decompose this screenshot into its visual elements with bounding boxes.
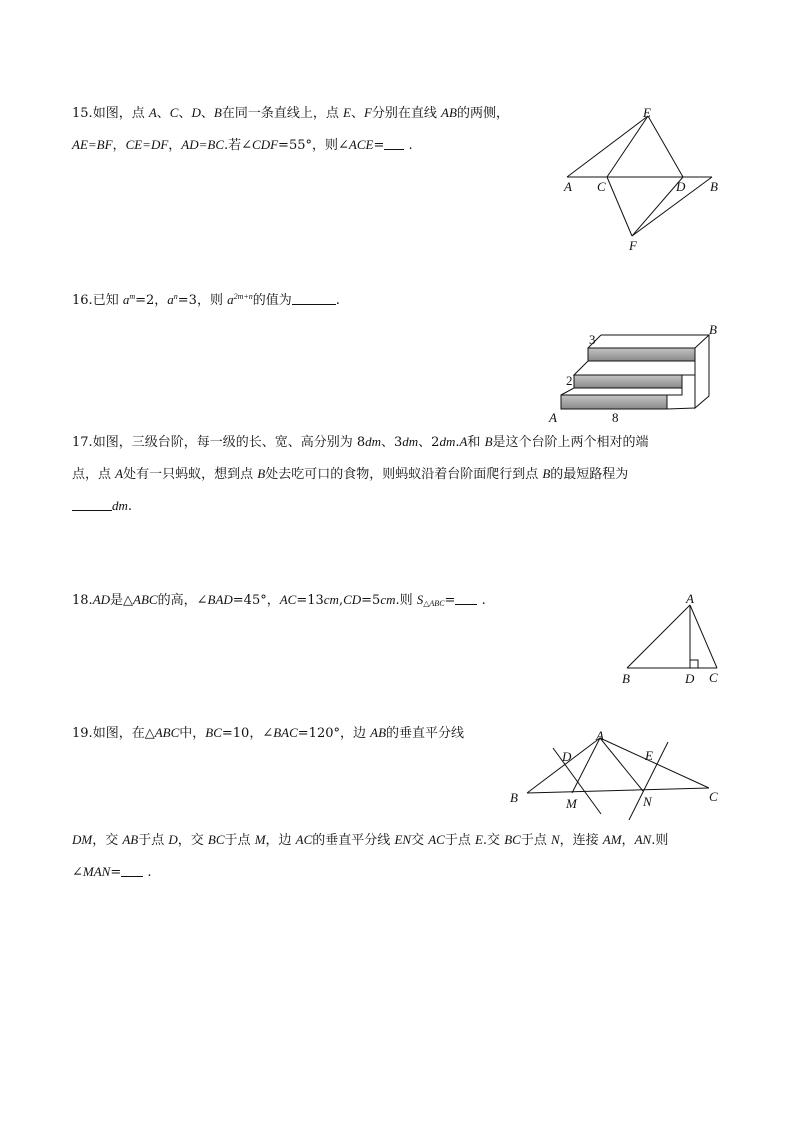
text: 中，: [179, 726, 206, 741]
text: .: [127, 499, 133, 514]
answer-blank: [121, 864, 143, 877]
angle-var: MAN: [82, 864, 111, 879]
segment-var: AC: [428, 832, 445, 847]
label-N: N: [643, 794, 652, 809]
label-B: B: [710, 179, 718, 194]
text: 和: [467, 435, 485, 450]
text: 、3: [380, 435, 403, 450]
text: =: [110, 865, 122, 880]
problem-18-line: [72, 591, 486, 610]
segment-var: CD: [343, 592, 362, 607]
segment-var: AD: [92, 592, 111, 607]
label-B: B: [709, 322, 717, 337]
text: =2，: [135, 293, 168, 308]
text: 的垂直平分线: [386, 726, 465, 741]
text: 的两侧，: [456, 106, 509, 121]
text: 处有一只蚂蚁，想到点: [123, 467, 258, 482]
text: 的值为: [252, 293, 292, 308]
condition: AE=BF: [72, 137, 113, 152]
point-var: B: [213, 105, 222, 120]
problem-19-line-1: [72, 724, 464, 743]
point-var: A: [459, 434, 468, 449]
text: .: [147, 865, 152, 880]
condition: AD=BC: [181, 137, 225, 152]
problem-19-line-2: [72, 831, 668, 850]
segment-var: AB: [370, 725, 387, 740]
text: ，边: [265, 833, 296, 848]
problem-19-line-3: [72, 863, 152, 882]
point-var: D: [191, 105, 201, 120]
problem-16-line: [72, 291, 340, 310]
line-var: DM: [72, 832, 93, 847]
triangle-var: ABC: [133, 592, 158, 607]
base-var: a: [227, 292, 234, 307]
text: ,: [338, 593, 344, 608]
text: =55°，则∠: [278, 138, 349, 153]
text: 分别在直线: [371, 106, 442, 121]
label-A: A: [549, 410, 557, 425]
exponent: n: [173, 292, 178, 301]
figure-15: [560, 104, 730, 254]
point-var: B: [484, 434, 493, 449]
problem-number: 15.: [72, 106, 93, 121]
problem-number: 16.: [72, 293, 93, 308]
problem-number: 17.: [72, 435, 93, 450]
text: 、2: [418, 435, 440, 450]
answer-blank: [384, 137, 404, 150]
label-A: A: [564, 179, 572, 194]
text: 是△: [110, 593, 134, 608]
label-8: 8: [612, 410, 619, 425]
label-E: E: [645, 748, 653, 763]
text: ，交: [177, 833, 208, 848]
answer-blank: [292, 292, 336, 305]
figure-18: [615, 590, 725, 685]
label-C: C: [709, 670, 718, 685]
problem-17-line-1: [72, 433, 649, 452]
label-A: A: [596, 728, 604, 743]
text: 的最短路程为: [550, 467, 629, 482]
angle-var: CDF: [252, 137, 279, 152]
angle-var: BAD: [207, 592, 233, 607]
text: 处去吃可口的食物，则蚂蚁沿着台阶面爬行到点: [265, 467, 543, 482]
unit: dm: [112, 498, 128, 513]
text: 交: [411, 833, 429, 848]
unit: dm: [402, 434, 419, 449]
text: 点，点: [72, 467, 116, 482]
figure-16-stairs: [545, 322, 725, 427]
label-D: D: [676, 179, 686, 194]
text: ，交: [92, 833, 123, 848]
text: =13: [296, 593, 324, 608]
point-var: A: [115, 466, 124, 481]
label-2: 2: [566, 373, 573, 388]
point-var: E: [342, 105, 351, 120]
text: 于点: [520, 833, 551, 848]
unit: cm: [323, 592, 339, 607]
text: .则: [651, 833, 669, 848]
point-var: E: [474, 832, 483, 847]
angle-var: BAC: [273, 725, 298, 740]
point-var: B: [542, 466, 551, 481]
label-E: E: [643, 105, 651, 120]
text: ，: [168, 138, 182, 153]
text: =3，则: [177, 293, 228, 308]
text: .若∠: [224, 138, 253, 153]
text: 如图，点: [92, 106, 149, 121]
text: 、: [178, 106, 192, 121]
text: =45°，: [232, 593, 280, 608]
label-B: B: [622, 671, 630, 686]
area-subscript: △ABC: [423, 599, 445, 608]
figure-19: [505, 725, 725, 825]
point-var: M: [254, 832, 266, 847]
label-3: 3: [589, 332, 596, 347]
segment-var: AM: [602, 832, 622, 847]
label-D: D: [562, 749, 572, 764]
point-var: A: [148, 105, 157, 120]
segment-var: AC: [295, 832, 313, 847]
text: 、: [156, 106, 170, 121]
unit: dm: [365, 434, 381, 449]
answer-blank: [72, 498, 112, 511]
label-B: B: [510, 790, 518, 805]
point-var: C: [169, 105, 179, 120]
text: =10，∠: [221, 726, 274, 741]
text: .: [455, 435, 460, 450]
text: 于点: [224, 833, 255, 848]
text: 于点: [444, 833, 475, 848]
triangle-var: ABC: [154, 725, 180, 740]
base-var: a: [122, 292, 130, 307]
segment-var: BC: [504, 832, 521, 847]
text: ∠: [72, 865, 83, 880]
text: 在同一条直线上，点: [221, 106, 343, 121]
text: 于点: [138, 833, 169, 848]
text: =120°，边: [297, 726, 371, 741]
text: =5: [361, 593, 381, 608]
point-var: F: [363, 105, 372, 120]
segment-var: BC: [205, 725, 222, 740]
text: =: [373, 138, 385, 153]
text: 如图，在△: [92, 726, 155, 741]
exponent: 2m+n: [233, 292, 253, 301]
problem-15-line-1: [72, 104, 509, 123]
label-C: C: [709, 789, 718, 804]
text: 的垂直平分线: [312, 833, 395, 848]
text: ，连接: [559, 833, 603, 848]
problem-15-line-2: [72, 136, 413, 155]
label-M: M: [566, 796, 577, 811]
text: 的高，∠: [157, 593, 208, 608]
point-var: D: [168, 832, 178, 847]
text: 、: [200, 106, 214, 121]
base-var: a: [167, 292, 174, 307]
text: 如图，三级台阶，每一级的长、宽、高分别为 8: [92, 435, 366, 450]
problem-17-line-2: [72, 465, 628, 484]
line-var: EN: [394, 832, 412, 847]
label-F: F: [629, 238, 637, 253]
point-var: N: [550, 832, 560, 847]
area-var: S: [416, 592, 424, 607]
label-D: D: [685, 671, 695, 686]
unit: dm: [439, 434, 456, 449]
text: 是这个台阶上两个相对的端: [492, 435, 649, 450]
text: =: [444, 593, 456, 608]
segment-var: AN: [634, 832, 652, 847]
answer-blank: [455, 592, 477, 605]
unit: cm: [380, 592, 396, 607]
point-var: B: [257, 466, 266, 481]
line-var: AB: [441, 105, 457, 120]
problem-number: 19.: [72, 726, 93, 741]
text: 、: [350, 106, 364, 121]
segment-var: AB: [122, 832, 139, 847]
text: .则: [395, 593, 417, 608]
exponent: m: [129, 292, 136, 301]
text: .: [481, 593, 486, 608]
angle-var: ACE: [348, 137, 374, 152]
text: .: [335, 293, 340, 308]
text: ，: [621, 833, 635, 848]
text: .交: [482, 833, 505, 848]
condition: CE=DF: [125, 137, 169, 152]
problem-17-line-3: [72, 497, 132, 516]
text: ，: [112, 138, 126, 153]
segment-var: AC: [279, 592, 297, 607]
label-A: A: [686, 591, 694, 606]
label-C: C: [597, 179, 606, 194]
problem-number: 18.: [72, 593, 93, 608]
text: .: [408, 138, 413, 153]
text: 已知: [92, 293, 123, 308]
segment-var: BC: [207, 832, 225, 847]
